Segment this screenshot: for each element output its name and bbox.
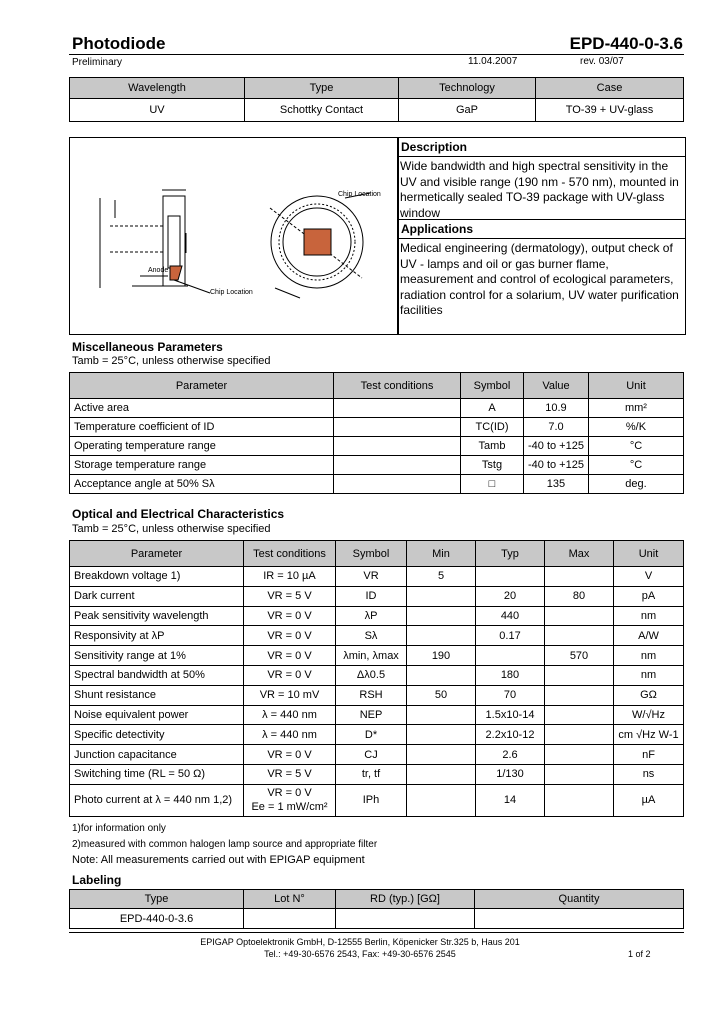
misc-cell: [334, 456, 461, 475]
optical-cell: [244, 784, 336, 816]
optical-cell: nm: [614, 646, 684, 666]
labeling-header: Lot N°: [244, 890, 336, 909]
optical-cell: VR: [336, 567, 407, 587]
optical-cell: Noise equivalent power: [70, 705, 244, 725]
table-row: [70, 437, 684, 456]
optical-cell: VR = 0 V: [244, 745, 336, 765]
optical-cell: [545, 745, 614, 765]
misc-cell: °C: [588, 437, 683, 456]
optical-cell: [545, 626, 614, 646]
labeling-cell: [244, 909, 336, 929]
table-row: [70, 646, 684, 666]
optical-cell: nF: [614, 745, 684, 765]
overview-cell: UV: [70, 99, 245, 122]
labeling-cell: [475, 909, 684, 929]
optical-cell: λ = 440 nm: [244, 725, 336, 745]
labeling-cell: [336, 909, 475, 929]
misc-heading: Miscellaneous Parameters: [72, 340, 223, 354]
optical-cell: 0.17: [476, 626, 545, 646]
optical-cell: [545, 784, 614, 816]
optical-cell: CJ: [336, 745, 407, 765]
overview-table: [69, 77, 684, 122]
optical-header: Min: [407, 541, 476, 567]
optical-cell: λmin, λmax: [336, 646, 407, 666]
optical-cell: 1/130: [476, 764, 545, 784]
labeling-header: RD (typ.) [GΩ]: [336, 890, 475, 909]
optical-cell-line: VR = 0 V: [267, 787, 312, 800]
description-panel: [397, 137, 686, 335]
misc-cell: deg.: [588, 475, 683, 494]
optical-cell: [545, 705, 614, 725]
misc-cell: °C: [588, 456, 683, 475]
misc-cell: Tstg: [461, 456, 524, 475]
optical-cell: Breakdown voltage 1): [70, 567, 244, 587]
optical-cell: [476, 567, 545, 587]
optical-cell: Specific detectivity: [70, 725, 244, 745]
optical-cell: 570: [545, 646, 614, 666]
optical-cell: [545, 665, 614, 685]
table-row: [70, 685, 684, 705]
overview-header: Technology: [399, 78, 536, 99]
overview-cell: Schottky Contact: [245, 99, 399, 122]
optical-cell: [407, 725, 476, 745]
optical-cell: [407, 784, 476, 816]
misc-cell: mm²: [588, 399, 683, 418]
misc-cell: TC(ID): [461, 418, 524, 437]
misc-header: Symbol: [461, 373, 524, 399]
optical-heading: Optical and Electrical Characteristics: [72, 507, 285, 521]
optical-cell: [407, 665, 476, 685]
footnote-note: Note: All measurements carried out with EPIGAP equipment: [72, 854, 365, 866]
optical-subtitle: Tamb = 25°C, unless otherwise specified: [72, 523, 271, 535]
optical-cell: 190: [407, 646, 476, 666]
optical-cell: D*: [336, 725, 407, 745]
footnote-1: 1)for information only: [72, 823, 166, 834]
optical-cell: cm √Hz W-1: [614, 725, 684, 745]
page-number: 1 of 2: [628, 949, 651, 959]
optical-cell: 20: [476, 586, 545, 606]
table-row: [70, 784, 684, 816]
misc-cell: Tamb: [461, 437, 524, 456]
misc-cell: 10.9: [524, 399, 589, 418]
anode-label: Anode: [148, 267, 169, 274]
description-heading: Description: [398, 138, 685, 157]
optical-cell: RSH: [336, 685, 407, 705]
optical-cell: [545, 685, 614, 705]
optical-cell: NEP: [336, 705, 407, 725]
labeling-heading: Labeling: [72, 873, 122, 887]
date-text: 11.04.2007: [468, 56, 518, 67]
misc-cell: %/K: [588, 418, 683, 437]
optical-cell: [545, 567, 614, 587]
misc-cell: [334, 399, 461, 418]
misc-cell: -40 to +125: [524, 456, 589, 475]
revision-text: rev. 03/07: [580, 56, 624, 67]
package-drawing-svg: [70, 138, 398, 334]
overview-cell: GaP: [399, 99, 536, 122]
description-text: Wide bandwidth and high spectral sensitivity in the UV and visible range (190 nm - 570 nm), mounted in hermetically sealed TO-39 package with UV-glass window: [398, 157, 685, 220]
optical-cell: IR = 10 µA: [244, 567, 336, 587]
table-row: [70, 567, 684, 587]
chip-location-top-label: Chip Location: [338, 191, 381, 198]
status-text: Preliminary: [72, 57, 123, 68]
package-drawing: [69, 137, 399, 335]
footer-company: EPIGAP Optoelektronik GmbH, D-12555 Berlin, Köpenicker Str.325 b, Haus 201: [200, 937, 520, 947]
optical-cell: 2.6: [476, 745, 545, 765]
optical-cell: λP: [336, 606, 407, 626]
optical-cell: Peak sensitivity wavelength: [70, 606, 244, 626]
optical-cell: Responsivity at λP: [70, 626, 244, 646]
optical-cell: 50: [407, 685, 476, 705]
optical-cell: VR = 5 V: [244, 764, 336, 784]
overview-header: Case: [536, 78, 684, 99]
optical-cell: 14: [476, 784, 545, 816]
table-row: [70, 418, 684, 437]
misc-header: Unit: [588, 373, 683, 399]
footer-rule: [69, 932, 684, 933]
optical-header: Symbol: [336, 541, 407, 567]
optical-cell: [407, 705, 476, 725]
optical-cell: nm: [614, 606, 684, 626]
table-row: [70, 586, 684, 606]
footer-contact: Tel.: +49-30-6576 2543, Fax: +49-30-6576 2545: [264, 949, 456, 959]
header-rule: [69, 54, 684, 55]
labeling-header: Quantity: [475, 890, 684, 909]
overview-header: Type: [245, 78, 399, 99]
misc-cell: [334, 418, 461, 437]
optical-cell: Δλ0.5: [336, 665, 407, 685]
table-row: [70, 909, 684, 929]
optical-cell: ns: [614, 764, 684, 784]
part-number: EPD-440-0-3.6: [569, 34, 683, 53]
optical-header: Typ: [476, 541, 545, 567]
optical-cell: [476, 646, 545, 666]
labeling-header: Type: [70, 890, 244, 909]
optical-cell: [545, 606, 614, 626]
misc-header: Value: [524, 373, 589, 399]
optical-table: [69, 540, 684, 817]
table-row: [70, 764, 684, 784]
optical-cell: 70: [476, 685, 545, 705]
optical-cell: nm: [614, 665, 684, 685]
optical-cell: VR = 0 V: [244, 646, 336, 666]
misc-cell: 7.0: [524, 418, 589, 437]
optical-cell: VR = 10 mV: [244, 685, 336, 705]
optical-cell: 440: [476, 606, 545, 626]
table-row: [70, 399, 684, 418]
optical-cell: µA: [614, 784, 684, 816]
optical-cell: 1.5x10-14: [476, 705, 545, 725]
optical-cell: VR = 0 V: [244, 606, 336, 626]
optical-cell: W/√Hz: [614, 705, 684, 725]
optical-cell: tr, tf: [336, 764, 407, 784]
misc-cell: Temperature coefficient of ID: [70, 418, 334, 437]
table-row: [70, 456, 684, 475]
optical-cell-line: Ee = 1 mW/cm²: [251, 801, 328, 814]
optical-cell: V: [614, 567, 684, 587]
optical-cell: Sλ: [336, 626, 407, 646]
misc-cell: Operating temperature range: [70, 437, 334, 456]
optical-cell: GΩ: [614, 685, 684, 705]
footnote-2: 2)measured with common halogen lamp source and appropriate filter: [72, 839, 378, 850]
table-row: [70, 725, 684, 745]
optical-cell: Shunt resistance: [70, 685, 244, 705]
table-row: [70, 475, 684, 494]
optical-cell: Dark current: [70, 586, 244, 606]
misc-cell: [334, 437, 461, 456]
optical-cell: [545, 764, 614, 784]
overview-header: Wavelength: [70, 78, 245, 99]
optical-header: Unit: [614, 541, 684, 567]
table-row: [70, 745, 684, 765]
optical-cell: [407, 745, 476, 765]
overview-cell: TO-39 + UV-glass: [536, 99, 684, 122]
optical-header: Parameter: [70, 541, 244, 567]
applications-text: Medical engineering (dermatology), output check of UV - lamps and oil or gas burner flame, measurement and control of ecological parameters, radiation control for a solarium, UV water purification facilities: [400, 241, 679, 317]
optical-cell: 5: [407, 567, 476, 587]
misc-table: [69, 372, 684, 494]
optical-cell: Switching time (RL = 50 Ω): [70, 764, 244, 784]
misc-cell: A: [461, 399, 524, 418]
misc-header: Parameter: [70, 373, 334, 399]
optical-cell: [407, 764, 476, 784]
optical-cell: pA: [614, 586, 684, 606]
misc-cell: Acceptance angle at 50% Sλ: [70, 475, 334, 494]
misc-cell: 135: [524, 475, 589, 494]
optical-cell: Spectral bandwidth at 50%: [70, 665, 244, 685]
labeling-table: [69, 889, 684, 929]
optical-cell: A/W: [614, 626, 684, 646]
table-row: [70, 606, 684, 626]
misc-header: Test conditions: [334, 373, 461, 399]
optical-header: Test conditions: [244, 541, 336, 567]
optical-cell: 2.2x10-12: [476, 725, 545, 745]
optical-header: Max: [545, 541, 614, 567]
optical-cell: Junction capacitance: [70, 745, 244, 765]
misc-cell: Storage temperature range: [70, 456, 334, 475]
optical-cell: λ = 440 nm: [244, 705, 336, 725]
optical-cell: VR = 0 V: [244, 626, 336, 646]
misc-cell: [334, 475, 461, 494]
table-row: [70, 705, 684, 725]
labeling-cell: EPD-440-0-3.6: [70, 909, 244, 929]
optical-cell: [545, 725, 614, 745]
table-row: [70, 665, 684, 685]
optical-cell: Photo current at λ = 440 nm 1,2): [70, 784, 244, 816]
optical-cell: IPh: [336, 784, 407, 816]
misc-cell: -40 to +125: [524, 437, 589, 456]
chip-location-bottom-label: Chip Location: [210, 289, 253, 296]
page-title: Photodiode: [72, 34, 166, 53]
optical-cell: [407, 626, 476, 646]
optical-cell: [407, 586, 476, 606]
optical-cell: Sensitivity range at 1%: [70, 646, 244, 666]
table-row: [70, 626, 684, 646]
applications-heading: Applications: [398, 220, 685, 239]
optical-cell: [407, 606, 476, 626]
optical-cell: 80: [545, 586, 614, 606]
misc-cell: □: [461, 475, 524, 494]
optical-cell: 180: [476, 665, 545, 685]
optical-cell: VR = 0 V: [244, 665, 336, 685]
misc-subtitle: Tamb = 25°C, unless otherwise specified: [72, 355, 271, 367]
optical-cell: VR = 5 V: [244, 586, 336, 606]
optical-cell: ID: [336, 586, 407, 606]
misc-cell: Active area: [70, 399, 334, 418]
